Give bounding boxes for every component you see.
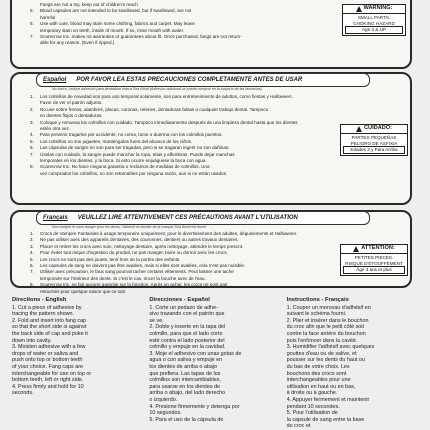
direction-line: esté contra el lado posterior del <box>149 337 225 344</box>
direction-line: suivant le schéma fourni. <box>286 311 347 318</box>
item-number: 3. <box>30 119 34 125</box>
directions-heading: Direcciones - Español <box>149 297 210 303</box>
directions-columns <box>12 297 418 430</box>
item-text: Crocs de Vampire Fantaisies à usage temporaire uniquement, pour le divertissement des adultes, déguisements et Halloween. <box>40 231 298 236</box>
spanish-heading: POR FAVOR LEA ESTAS PRECAUCIONES COMPLETAMENTE ANTES DE USAR <box>76 77 303 83</box>
item-text: temporaire sur l'intérieur des dents. Si c'est le cas, rincer la bouche avec de l'eau. <box>40 275 206 281</box>
french-language-label: Français <box>43 215 68 221</box>
direction-line: push onto top or bottom teeth <box>12 357 83 364</box>
direction-line: du croc et <box>286 423 311 430</box>
direction-line: arriba o abajo, del lado derecho <box>149 390 226 397</box>
french-subnote: Non toxique et sans danger pour les dents, l'adhésif du dentier de la marque Sea Bond est fourni <box>52 225 207 229</box>
item-text: Ne pas utiliser avec des appareils dentaires, des couronnes, dentiers ou autres travaux dentaires. <box>40 237 239 243</box>
direction-line: du bas de votre choix. Les <box>286 363 350 370</box>
precaution-item <box>30 289 297 295</box>
directions-french <box>287 297 418 430</box>
french-precautions-list <box>30 231 297 295</box>
direction-line: se ve. <box>149 317 164 324</box>
item-text: Las cápsulas de sangre no son para ser tragadas, pero si se tragaran ingerir no son dañinas. <box>40 145 230 151</box>
direction-line: 1. Couper un morceau d'adhésif en <box>286 304 371 311</box>
direction-line: du croc afin que le petit côté soit <box>286 324 364 331</box>
direction-line: los dientes de arriba o abajo <box>149 363 218 370</box>
precaution-item <box>30 171 298 177</box>
item-number: 6. <box>30 145 34 151</box>
directions-heading: Instructions - Français <box>286 297 349 303</box>
direction-line: 2. Plier et insérer dans le bouchon <box>286 317 369 324</box>
direction-line: of your choice. Fang caps are <box>12 363 84 370</box>
warning-body <box>341 254 407 275</box>
item-text: Use with care, blood may stain some clothing, fabrics and carpet. May leave <box>40 21 195 27</box>
direction-line: 4. Presione firmemente y detenga por <box>149 403 240 410</box>
item-text: harmful <box>40 14 56 20</box>
item-number: 3. <box>30 243 34 249</box>
warning-line: CHOKING HAZARD <box>353 20 395 26</box>
direction-line: à droite ou à gauche. <box>286 390 338 397</box>
direction-line: drops of water or saliva and <box>12 350 79 357</box>
warning-triangle-icon <box>353 246 359 252</box>
warning-body <box>343 14 405 35</box>
item-text: temporary stain on teeth, inside of mouth. If so, rinse mouth with water. <box>40 27 185 33</box>
warning-title: CUIDADO: <box>364 125 392 132</box>
direction-line: pousser sur les dents du haut ou <box>286 357 365 364</box>
direction-line: colmillo, para que el lado corto <box>149 330 223 337</box>
french-heading: VEUILLEZ LIRE ATTENTIVEMENT CES PRÉCAUTIONS AVANT L'UTILISATION <box>77 215 298 221</box>
direction-line: gouttes d'eau ou de salive, et <box>286 350 357 357</box>
direction-line: 2. Doble y inserte en la tapa del <box>149 324 226 331</box>
warning-line: Âge 3 ans et plus <box>343 266 405 274</box>
item-text: Scarecrow Inc. No hace ninguna garantía o reclamos de medidas de colmillos. Una <box>40 164 210 170</box>
direction-line: agua o con saliva y empuje en <box>149 357 223 364</box>
warning-line: Age 3 & UP <box>345 26 403 34</box>
direction-line: the back side of cap and poke it <box>12 330 88 337</box>
item-number: 8. <box>30 282 34 288</box>
direction-line: puis l'enfoncer dans la cavité. <box>286 337 358 344</box>
directions-english <box>12 297 143 430</box>
direction-line: utilisation en haut ou en bas, <box>286 383 356 390</box>
item-number: 7. <box>30 151 34 157</box>
item-number: 5. <box>30 138 34 144</box>
english-warning-label <box>342 4 406 36</box>
direction-line: 3. Humidifier l'adhésif avec quelques <box>286 344 375 351</box>
warning-line: RISQUE D'ÉTOUFFEMENT <box>345 260 403 266</box>
direction-line: bottom teeth, left or right side. <box>12 377 84 384</box>
item-text: Scarecrow Inc. ne fait aucune garantie sur la fonction. Après un achat, les crocs ne sont pas <box>40 282 228 288</box>
directions-heading: Directions - English <box>12 297 67 303</box>
item-number: 2. <box>30 106 34 112</box>
item-text: Utiliser avec précaution, le faux sang pourrait tacher certains vêtements. Peut laisser une tache <box>40 269 234 275</box>
item-number: 5. <box>30 8 34 14</box>
french-warning-label <box>340 244 408 276</box>
direction-line: o izquierdo. <box>149 396 178 403</box>
direction-line: 3. Moisten adhesive with a few <box>12 344 86 351</box>
item-number: 8. <box>30 164 34 170</box>
direction-line: 5. Pour l'utilisation de <box>286 410 338 417</box>
direction-line: interchangeables pour une <box>286 377 351 384</box>
warning-body <box>341 134 407 155</box>
item-text: able for any reason. (Even if ripped.) <box>40 40 115 46</box>
item-text: vez comprados los colmillos, no son retornables por ninguna razón, aun si no están usados. <box>40 170 228 176</box>
direction-line: interchangeable for use on top or <box>12 370 92 377</box>
direction-line: que prefiera. Las tapas de los <box>149 370 221 377</box>
item-text: en dientes flojos o dentaduras. <box>40 113 103 119</box>
warning-triangle-icon <box>356 6 362 12</box>
direction-line: 1. Corte un pedazo de adhe- <box>149 304 218 311</box>
item-number: 2. <box>30 237 34 243</box>
direction-line: 3. Moje el adhesivo con unas gotas de <box>149 350 242 357</box>
french-precautions-box <box>10 210 412 294</box>
item-text: retournés pour quelque raison que ce soit. <box>40 288 127 294</box>
item-text: No use sobre frenos, alambres, placas, coronas, retenes, dentaduras falsas o cualquier trabajo dental. Tampoco <box>40 106 269 112</box>
spanish-precautions-list <box>30 94 298 177</box>
direction-line: contre la face arrière du bouchon <box>286 330 366 337</box>
spanish-warning-label <box>340 124 408 156</box>
english-precautions-box <box>10 0 412 69</box>
direction-line: 4. Press firmly and hold for 10 <box>12 383 84 390</box>
direction-line: tracing the pattern shown. <box>12 311 75 318</box>
item-text: Pour éviter tout risque d'ingestion du produit, ne pas manger, boire ou dormir avec les crocs. <box>40 250 228 256</box>
item-text: Les crocs ne sont pas des jouets, tenir hors de la portée des enfants. <box>40 256 181 262</box>
warning-line: PETITES PIECES. <box>354 255 394 260</box>
item-number: 6. <box>30 263 34 269</box>
item-number: 1. <box>30 94 34 99</box>
item-text: Para prevenir tragarlos por accidente, no coma, tome o duerma con los colmillos puestos. <box>40 132 223 138</box>
warning-title: ATTENTION: <box>361 245 395 252</box>
directions-lines <box>12 305 143 397</box>
direction-line: 2. Fold and insert into fang cap <box>12 317 87 324</box>
direction-line: la capsule de sang entre la base <box>286 416 365 423</box>
direction-line: down into cavity. <box>12 337 52 344</box>
warning-line: SMALL PARTS. <box>357 15 391 20</box>
warning-triangle-icon <box>356 126 362 132</box>
direction-line: bouchons des crocs sont <box>286 370 347 377</box>
item-text: Scarecrow Inc. makes no warranties or guarantees about fit. Once purchased, fangs are not return- <box>40 34 242 40</box>
english-precautions-list <box>30 2 242 47</box>
warning-line: Edades 3 y Para Arriba <box>343 146 405 154</box>
item-text: Blood capsules are not intended to be swallowed, but if swallowed, are not <box>40 8 192 14</box>
item-text: Les capsules de sang ne doivent pas être avalées, mais si elles sont avalées, cela n'est pas nuisible. <box>40 263 246 269</box>
direction-line: 5. Para el uso de la cápsula de <box>149 416 224 423</box>
item-text: Úselas con cuidado, la sangre puede manchar la ropa, telas y alfombras. Puede dejar manchas <box>40 151 235 157</box>
warning-line: PELIGRO DE ASFIXIA <box>350 140 398 146</box>
item-text: Placer et retirer les crocs avec soin, nettoyage dentaire, après nettoyage, attendre le temps prescrit. <box>40 243 244 249</box>
spanish-heading-pill <box>36 73 370 87</box>
direction-line: colmillos son intercambiables, <box>149 377 221 384</box>
item-number: 4. <box>30 132 34 138</box>
direction-line: para usarse en los dientes de <box>149 383 221 390</box>
french-heading-pill <box>36 211 370 225</box>
warning-title: WARNING: <box>363 5 393 12</box>
direction-line: so that the short side is against <box>12 324 87 331</box>
item-number: 5. <box>30 256 34 262</box>
direction-line: seconds. <box>12 390 34 397</box>
item-number: 7. <box>30 269 34 275</box>
directions-spanish <box>149 297 280 430</box>
item-text: Favor de ver el patrón adjunto. <box>40 100 103 106</box>
spanish-subnote: No tóxico, incluye adhesivo para dentadura marca Sea Bond (Adhesivo adicional se puede comprar en la mayoría de las farmacias) <box>52 87 262 91</box>
item-text: temporales en los dientes, y la boca. Si esto ocurre enjuáguese la boca con agua. <box>40 158 207 164</box>
item-text: Coloque y remueva los colmillos con cuidado. Tampoco inmediatamente después de una limpieza dental hasta que los dientes <box>40 119 298 125</box>
item-number: 1. <box>30 231 34 236</box>
item-number: 7. <box>30 34 34 40</box>
direction-line: 10 segundos. <box>149 410 182 417</box>
spanish-language-label: Español <box>43 77 67 83</box>
direction-line: 1. Cut a piece of adhesive by <box>12 304 82 311</box>
precaution-item <box>30 40 242 46</box>
direction-line: colmillo y empuje en la cavidad. <box>149 344 226 351</box>
item-text: Los colmillos de novedad son para uso temporal solamente, son para entretenimiento de adultos, como fiestas y Halloween. <box>40 94 293 99</box>
direction-line: 4. Appuyer fermement et maintenir <box>286 396 370 403</box>
item-number: 4. <box>30 250 34 256</box>
item-text: estén otra vez. <box>40 126 71 132</box>
direction-line: pendant 10 secondes. <box>286 403 340 410</box>
directions-lines <box>287 305 418 430</box>
direction-line: sivo trazando con el patrón que <box>149 311 225 318</box>
item-number: 6. <box>30 21 34 27</box>
spanish-precautions-box <box>10 72 412 205</box>
item-text: Fangs are not a toy, keep out of children's reach <box>40 2 138 7</box>
item-text: Los colmillos no son juguetes, manténgalos fuera del alcance de los niños. <box>40 138 193 144</box>
directions-lines <box>149 305 280 424</box>
warning-line: PARTES PEQUEÑAS <box>351 135 397 140</box>
